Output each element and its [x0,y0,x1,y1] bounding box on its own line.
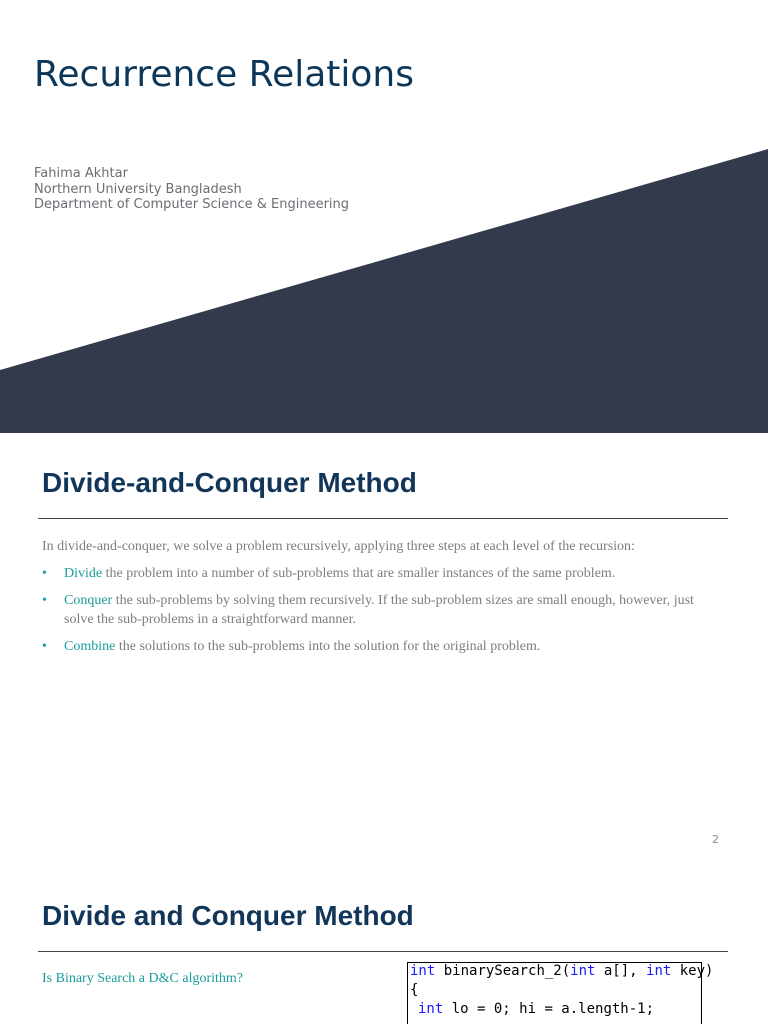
presentation-title: Recurrence Relations [34,54,415,95]
list-item [42,591,726,629]
bullet-icon: • [42,639,47,654]
step-keyword: Combine [64,639,116,654]
presenter-name: Fahima Akhtar [34,166,128,181]
decorative-wedge [0,0,768,433]
list-item [42,564,726,583]
content-slide-divide-and-conquer [0,433,768,865]
content-slide-binary-search [0,865,768,1024]
code-line [418,1001,654,1017]
title-slide [0,0,768,433]
page-number: 2 [712,833,719,846]
code-block [407,962,714,1024]
code-text: lo = 0; hi = a.length-1; [443,1001,655,1017]
code-keyword: int [418,1001,444,1017]
intro-text: In divide-and-conquer, we solve a problem recursively, applying three steps at each level of the recursion: [42,539,635,554]
bullet-icon: • [42,566,47,581]
code-keyword: int [410,963,436,979]
question-text: Is Binary Search a D&C algorithm? [42,971,244,986]
wedge-shape [0,149,768,433]
step-text: the sub-problems by solving them recursively. If the sub-problem sizes are small enough, however, just solve the sub-problems in a straightforward manner. [64,593,694,627]
slide-title: Divide and Conquer Method [42,900,414,931]
presenter-department: Department of Computer Science & Engineering [34,197,350,212]
code-keyword: int [646,963,672,979]
presenter-university: Northern University Bangladesh [34,181,242,197]
slide-body [42,537,726,664]
title-divider [38,951,728,952]
code-keyword: int [570,963,596,979]
step-text: the solutions to the sub-problems into the solution for the original problem. [115,639,541,654]
title-divider [38,518,728,519]
list-item [42,637,726,656]
step-keyword: Conquer [64,593,113,608]
code-text: key) [671,963,714,979]
code-line [410,963,713,979]
step-keyword: Divide [64,566,103,581]
code-line: { [410,982,419,998]
slide-title: Divide-and-Conquer Method [42,467,417,498]
code-text: binarySearch_2( [435,963,571,979]
step-text: the problem into a number of sub-problems that are smaller instances of the same problem. [102,566,616,581]
bullet-icon: • [42,593,47,608]
steps-list [42,564,726,656]
code-text: a[], [595,963,647,979]
